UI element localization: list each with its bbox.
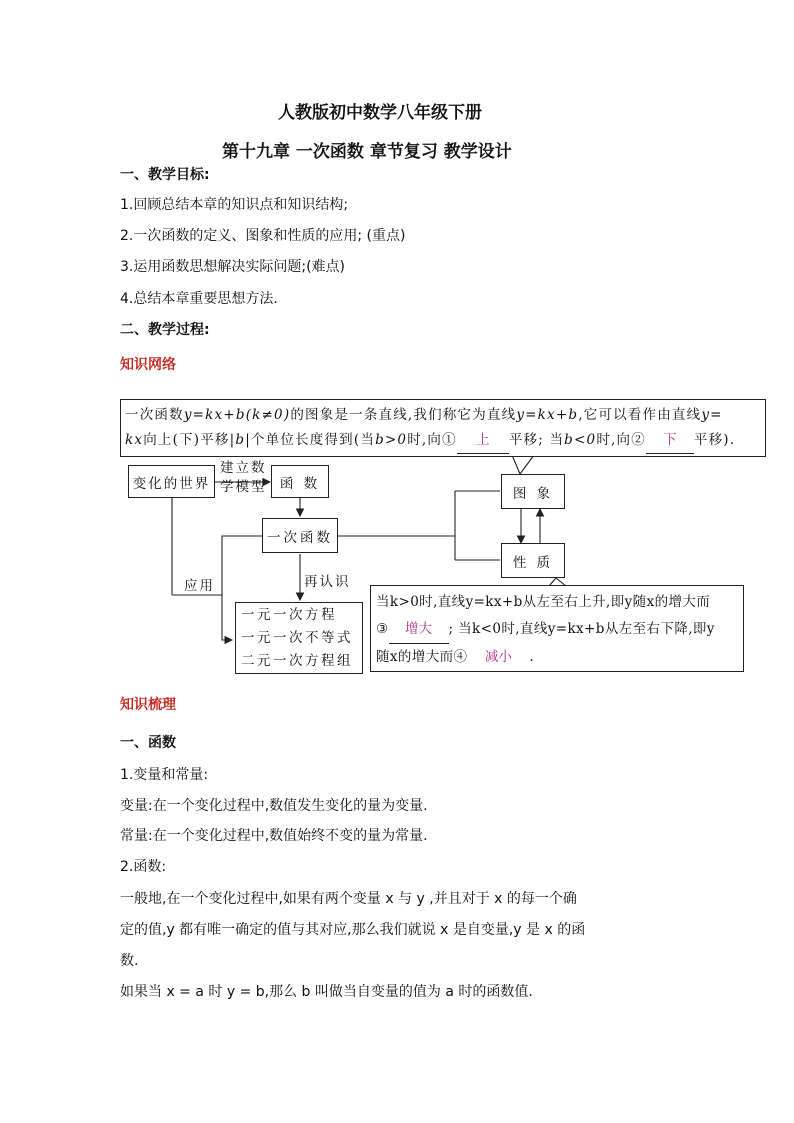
label-apply: 应用 (184, 578, 215, 594)
document-title: 人教版初中数学八年级下册 (278, 103, 482, 123)
equation-item: 二元一次方程组 (241, 653, 353, 669)
node-graph: 图 象 (501, 474, 565, 509)
process-heading: 二、教学过程: (120, 322, 210, 338)
review-heading: 知识梳理 (120, 697, 176, 713)
linear-function-graph-note (120, 399, 766, 457)
label-re-recognize: 再认识 (304, 574, 351, 590)
section-function-heading: 一、函数 (120, 735, 176, 751)
function-definition-line: 定的值,y 都有唯一确定的值与其对应,那么我们就说 x 是自变量,y 是 x 的函 (120, 922, 586, 938)
network-heading: 知识网络 (120, 357, 176, 373)
answer-blank-2: 下 (646, 428, 694, 454)
document-subtitle: 第十九章 一次函数 章节复习 教学设计 (222, 142, 512, 162)
note-line-2: kx向上(下)平移|b|个单位长度得到(当b>0时,向① 上 平移; 当b<0时,向② 下 平移). (125, 428, 761, 454)
label-build-model: 建立数 学模型 (220, 460, 267, 495)
equation-item: 一元一次不等式 (241, 630, 353, 646)
definition-constant: 常量:在一个变化过程中,数值始终不变的量为常量. (120, 828, 428, 844)
definition-variable: 变量:在一个变化过程中,数值发生变化的量为变量. (120, 798, 428, 814)
answer-blank-1: 上 (457, 428, 509, 454)
answer-blank-3: 增大 (389, 616, 449, 644)
goal-item: 1.回顾总结本章的知识点和知识结构; (120, 197, 349, 213)
function-definition-line: 一般地,在一个变化过程中,如果有两个变量 x 与 y ,并且对于 x 的每一个确 (120, 891, 577, 907)
linear-function-property-note (370, 585, 744, 672)
subheading-function: 2.函数: (120, 859, 167, 875)
goal-item: 4.总结本章重要思想方法. (120, 291, 278, 307)
function-value-definition: 如果当 x = a 时 y = b,那么 b 叫做当自变量的值为 a 时的函数值. (120, 984, 533, 1000)
node-function: 函 数 (271, 465, 329, 498)
equation-item: 一元一次方程 (241, 607, 337, 623)
node-linear-function: 一次函数 (262, 518, 338, 553)
node-changing-world: 变化的世界 (128, 465, 215, 498)
node-equations-list (235, 602, 363, 674)
note-line-1: 一次函数y=kx+b(k≠0)的图象是一条直线,我们称它为直线y=kx+b,它可以看作由直线y= (125, 407, 723, 423)
subheading-variables: 1.变量和常量: (120, 767, 209, 783)
function-definition-line: 数. (120, 953, 139, 969)
goal-item: 3.运用函数思想解决实际问题;(难点) (120, 259, 345, 275)
answer-blank-4: 减小 (467, 644, 529, 672)
goals-heading: 一、教学目标: (120, 167, 210, 183)
node-property: 性 质 (501, 543, 565, 578)
property-line-3: 随x的增大而④ 减小 . (376, 644, 738, 672)
property-line-1: 当k>0时,直线y=kx+b从左至右上升,即y随x的增大而 (376, 594, 711, 610)
goal-item: 2.一次函数的定义、图象和性质的应用; (重点) (120, 228, 406, 244)
property-line-2: ③ 增大 ; 当k<0时,直线y=kx+b从左至右下降,即y (376, 616, 738, 644)
